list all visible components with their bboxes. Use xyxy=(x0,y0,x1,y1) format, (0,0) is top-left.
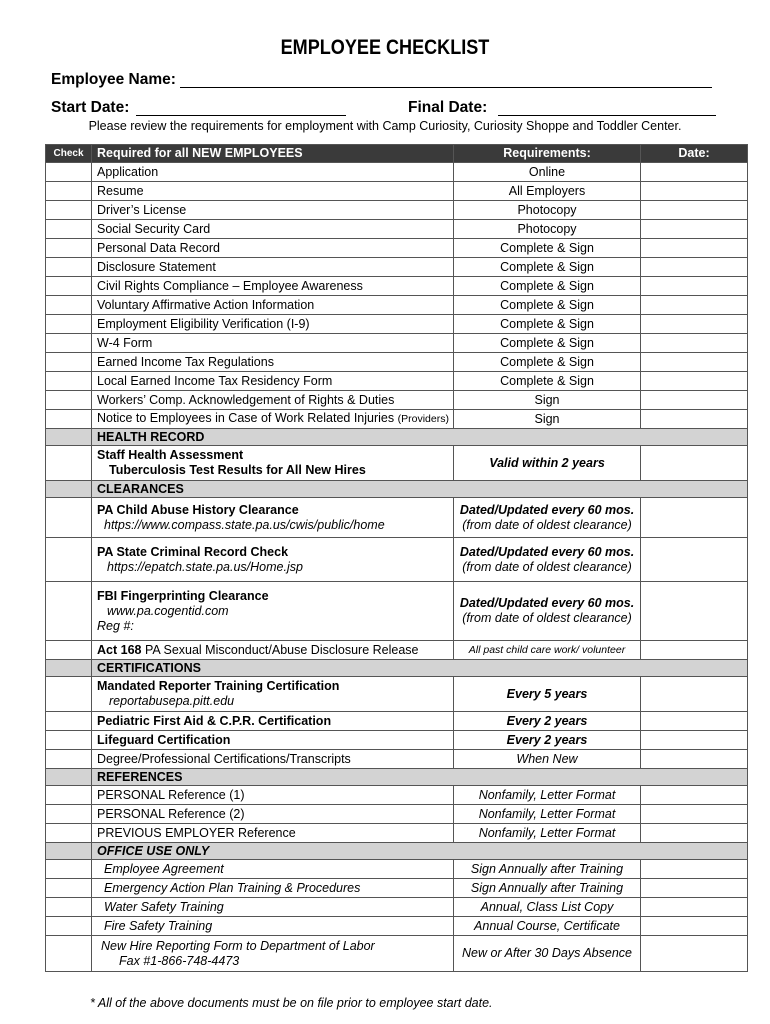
item-url: reportabusepa.pitt.edu xyxy=(109,694,235,708)
check-cell[interactable] xyxy=(46,498,92,538)
date-cell[interactable] xyxy=(641,786,748,805)
item-label: Voluntary Affirmative Action Information xyxy=(97,297,315,312)
check-cell[interactable] xyxy=(46,769,92,786)
item-cell xyxy=(92,936,454,972)
item-title: PA Sexual Misconduct/Abuse Disclosure Release xyxy=(141,642,419,657)
table-row xyxy=(46,582,748,641)
check-cell[interactable] xyxy=(46,898,92,917)
intro-text: Please review the requirements for employment with Camp Curiosity, Curiosity Shoppe and Toddler Center. xyxy=(88,119,682,133)
date-cell[interactable] xyxy=(641,201,748,220)
item-cell xyxy=(92,334,454,353)
item-cell xyxy=(92,315,454,334)
date-cell[interactable] xyxy=(641,239,748,258)
check-cell[interactable] xyxy=(46,786,92,805)
table-row xyxy=(46,750,748,769)
requirement-cell: Nonfamily, Letter Format xyxy=(454,824,641,843)
table-row xyxy=(46,712,748,731)
item-title: PA Child Abuse History Clearance xyxy=(97,502,299,517)
requirement-cell: Annual, Class List Copy xyxy=(454,898,641,917)
table-row xyxy=(46,315,748,334)
item-cell xyxy=(92,182,454,201)
section-office-use xyxy=(46,843,748,860)
item-subtitle: Fax #1-866-748-4473 xyxy=(119,953,240,968)
check-cell[interactable] xyxy=(46,660,92,677)
item-label: Local Earned Income Tax Residency Form xyxy=(97,373,333,388)
requirement-cell: New or After 30 Days Absence xyxy=(454,936,641,972)
check-cell[interactable] xyxy=(46,731,92,750)
section-title: CLEARANCES xyxy=(92,481,748,498)
section-clearances xyxy=(46,481,748,498)
item-cell xyxy=(92,163,454,182)
item-label: Notice to Employees in Case of Work Related Injuries xyxy=(97,411,395,425)
requirement-cell: Complete & Sign xyxy=(454,315,641,334)
date-cell[interactable] xyxy=(641,677,748,712)
section-certifications xyxy=(46,660,748,677)
header-date: Date: xyxy=(641,145,748,163)
item-label: Resume xyxy=(97,183,144,198)
check-cell[interactable] xyxy=(46,824,92,843)
table-row xyxy=(46,182,748,201)
check-cell[interactable] xyxy=(46,936,92,972)
table-row xyxy=(46,391,748,410)
requirement-cell: Every 2 years xyxy=(454,731,641,750)
reg-number-label: Reg #: xyxy=(97,618,134,633)
section-health-record xyxy=(46,429,748,446)
date-cell[interactable] xyxy=(641,824,748,843)
check-cell[interactable] xyxy=(46,446,92,481)
table-row xyxy=(46,786,748,805)
requirement-line1: Dated/Updated every 60 mos. xyxy=(459,596,635,610)
requirement-cell: Nonfamily, Letter Format xyxy=(454,786,641,805)
checklist-table xyxy=(45,144,748,972)
check-cell[interactable] xyxy=(46,239,92,258)
table-row xyxy=(46,410,748,429)
item-cell xyxy=(92,898,454,917)
start-date-field[interactable] xyxy=(136,115,346,116)
item-cell xyxy=(92,677,454,712)
item-subtitle: Tuberculosis Test Results for All New Hires xyxy=(109,463,366,477)
item-cell: Degree/Professional Certifications/Transcripts xyxy=(92,750,454,769)
header-requirements: Requirements: xyxy=(454,145,641,163)
check-cell[interactable] xyxy=(46,843,92,860)
date-cell[interactable] xyxy=(641,917,748,936)
date-cell[interactable] xyxy=(641,712,748,731)
check-cell[interactable] xyxy=(46,182,92,201)
date-cell[interactable] xyxy=(641,446,748,481)
item-cell xyxy=(92,860,454,879)
date-cell[interactable] xyxy=(641,353,748,372)
section-title: OFFICE USE ONLY xyxy=(92,843,748,860)
table-row xyxy=(46,824,748,843)
requirement-cell: Sign Annually after Training xyxy=(454,860,641,879)
item-cell xyxy=(92,805,454,824)
checklist-body xyxy=(46,163,748,972)
item-cell xyxy=(92,372,454,391)
requirement-cell: Complete & Sign xyxy=(454,372,641,391)
table-row xyxy=(46,372,748,391)
check-cell[interactable] xyxy=(46,410,92,429)
date-cell[interactable] xyxy=(641,372,748,391)
requirement-cell: Complete & Sign xyxy=(454,258,641,277)
check-cell[interactable] xyxy=(46,805,92,824)
requirement-cell: Valid within 2 years xyxy=(454,446,641,481)
table-row xyxy=(46,498,748,538)
requirement-cell: Photocopy xyxy=(454,220,641,239)
date-cell[interactable] xyxy=(641,898,748,917)
item-cell xyxy=(92,917,454,936)
item-title: New Hire Reporting Form to Department of Labor xyxy=(101,938,375,953)
requirement-cell: Every 5 years xyxy=(454,677,641,712)
section-references xyxy=(46,769,748,786)
item-cell xyxy=(92,498,454,538)
requirement-cell: Online xyxy=(454,163,641,182)
item-cell xyxy=(92,296,454,315)
item-label: Employee Agreement xyxy=(104,861,224,876)
table-row xyxy=(46,879,748,898)
requirement-cell: Complete & Sign xyxy=(454,296,641,315)
requirement-line2: (from date of oldest clearance) xyxy=(462,559,632,574)
header-required: Required for all NEW EMPLOYEES xyxy=(92,145,454,163)
check-cell[interactable] xyxy=(46,860,92,879)
item-cell: Pediatric First Aid & C.P.R. Certification xyxy=(92,712,454,731)
check-cell[interactable] xyxy=(46,334,92,353)
date-cell[interactable] xyxy=(641,750,748,769)
item-label: Disclosure Statement xyxy=(97,259,216,274)
table-row xyxy=(46,334,748,353)
check-cell[interactable] xyxy=(46,582,92,641)
date-cell[interactable] xyxy=(641,258,748,277)
date-cell[interactable] xyxy=(641,538,748,582)
table-row xyxy=(46,731,748,750)
check-cell[interactable] xyxy=(46,258,92,277)
requirement-cell: Complete & Sign xyxy=(454,239,641,258)
check-cell[interactable] xyxy=(46,315,92,334)
item-cell xyxy=(92,786,454,805)
date-cell[interactable] xyxy=(641,731,748,750)
requirement-cell: Photocopy xyxy=(454,201,641,220)
requirement-cell: Complete & Sign xyxy=(454,353,641,372)
check-cell[interactable] xyxy=(46,677,92,712)
item-title: FBI Fingerprinting Clearance xyxy=(97,588,269,603)
date-cell[interactable] xyxy=(641,277,748,296)
requirement-cell xyxy=(454,582,641,641)
check-cell[interactable] xyxy=(46,277,92,296)
requirement-cell: Sign xyxy=(454,391,641,410)
header-check: Check xyxy=(46,145,92,163)
table-header-row xyxy=(46,145,748,163)
requirement-cell xyxy=(454,538,641,582)
employee-name-field[interactable] xyxy=(180,87,712,88)
table-row xyxy=(46,898,748,917)
requirement-cell: Annual Course, Certificate xyxy=(454,917,641,936)
section-title: HEALTH RECORD xyxy=(92,429,748,446)
requirement-cell: All past child care work/ volunteer xyxy=(454,641,641,660)
item-cell xyxy=(92,277,454,296)
table-row xyxy=(46,641,748,660)
item-label: Application xyxy=(97,164,159,179)
item-label: PERSONAL Reference (1) xyxy=(97,787,245,802)
check-cell[interactable] xyxy=(46,538,92,582)
footnote: * All of the above documents must be on file prior to employee start date. xyxy=(90,996,493,1010)
final-date-field[interactable] xyxy=(498,115,716,116)
item-cell xyxy=(92,239,454,258)
item-cell: Lifeguard Certification xyxy=(92,731,454,750)
check-cell[interactable] xyxy=(46,481,92,498)
item-cell xyxy=(92,353,454,372)
item-cell xyxy=(92,258,454,277)
date-cell[interactable] xyxy=(641,410,748,429)
check-cell[interactable] xyxy=(46,641,92,660)
date-cell[interactable] xyxy=(641,334,748,353)
item-url: https://epatch.state.pa.us/Home.jsp xyxy=(107,559,303,574)
table-row xyxy=(46,805,748,824)
requirement-line2: (from date of oldest clearance) xyxy=(462,611,632,625)
table-row xyxy=(46,353,748,372)
item-label: PERSONAL Reference (2) xyxy=(97,806,245,821)
item-label: Fire Safety Training xyxy=(104,918,213,933)
item-cell xyxy=(92,220,454,239)
item-cell xyxy=(92,824,454,843)
date-cell[interactable] xyxy=(641,391,748,410)
item-label: Personal Data Record xyxy=(97,240,220,255)
table-row xyxy=(46,538,748,582)
check-cell[interactable] xyxy=(46,750,92,769)
item-title-bold: Act 168 xyxy=(97,642,142,657)
item-cell xyxy=(92,391,454,410)
item-url: www.pa.cogentid.com xyxy=(107,603,229,618)
requirement-cell: Nonfamily, Letter Format xyxy=(454,805,641,824)
item-cell xyxy=(92,582,454,641)
requirement-cell: Sign Annually after Training xyxy=(454,879,641,898)
date-cell[interactable] xyxy=(641,220,748,239)
item-label: Employment Eligibility Verification (I-9) xyxy=(97,316,310,331)
check-cell[interactable] xyxy=(46,917,92,936)
table-row xyxy=(46,936,748,972)
table-row xyxy=(46,277,748,296)
check-cell[interactable] xyxy=(46,201,92,220)
table-row xyxy=(46,446,748,481)
final-date-label: Final Date: xyxy=(408,99,488,116)
date-cell[interactable] xyxy=(641,182,748,201)
check-cell[interactable] xyxy=(46,220,92,239)
table-row xyxy=(46,220,748,239)
item-label: Water Safety Training xyxy=(104,899,224,914)
item-cell xyxy=(92,879,454,898)
item-title: Mandated Reporter Training Certification xyxy=(97,679,340,693)
date-cell[interactable] xyxy=(641,641,748,660)
requirement-line1: Dated/Updated every 60 mos. xyxy=(459,502,635,517)
table-row xyxy=(46,296,748,315)
date-cell[interactable] xyxy=(641,582,748,641)
item-cell xyxy=(92,446,454,481)
table-row xyxy=(46,258,748,277)
table-row xyxy=(46,917,748,936)
check-cell[interactable] xyxy=(46,879,92,898)
date-cell[interactable] xyxy=(641,879,748,898)
item-label: Driver’s License xyxy=(97,202,187,217)
start-date-label: Start Date: xyxy=(51,99,130,116)
check-cell[interactable] xyxy=(46,391,92,410)
table-row xyxy=(46,201,748,220)
item-cell xyxy=(92,201,454,220)
item-url: https://www.compass.state.pa.us/cwis/public/home xyxy=(104,517,385,532)
check-cell[interactable] xyxy=(46,712,92,731)
item-title: Staff Health Assessment xyxy=(97,448,244,462)
check-cell[interactable] xyxy=(46,429,92,446)
item-cell xyxy=(92,641,454,660)
date-cell[interactable] xyxy=(641,936,748,972)
check-cell[interactable] xyxy=(46,163,92,182)
requirement-cell: Sign xyxy=(454,410,641,429)
requirement-cell: Complete & Sign xyxy=(454,277,641,296)
item-label: Civil Rights Compliance – Employee Awareness xyxy=(97,278,363,293)
item-label: PREVIOUS EMPLOYER Reference xyxy=(97,825,296,840)
section-title: CERTIFICATIONS xyxy=(92,660,748,677)
item-label: Earned Income Tax Regulations xyxy=(97,354,274,369)
table-row xyxy=(46,860,748,879)
requirement-line2: (from date of oldest clearance) xyxy=(462,517,632,532)
requirement-line1: Dated/Updated every 60 mos. xyxy=(459,544,635,559)
date-cell[interactable] xyxy=(641,315,748,334)
table-row xyxy=(46,677,748,712)
item-label: Social Security Card xyxy=(97,221,211,236)
item-cell xyxy=(92,410,454,429)
date-cell[interactable] xyxy=(641,805,748,824)
requirement-cell: Complete & Sign xyxy=(454,334,641,353)
page-title: EMPLOYEE CHECKLIST xyxy=(280,36,490,59)
item-label: Emergency Action Plan Training & Procedures xyxy=(104,880,361,895)
check-cell[interactable] xyxy=(46,296,92,315)
check-cell[interactable] xyxy=(46,353,92,372)
section-title: REFERENCES xyxy=(92,769,748,786)
item-title: PA State Criminal Record Check xyxy=(97,544,289,559)
table-row xyxy=(46,163,748,182)
date-cell[interactable] xyxy=(641,498,748,538)
requirement-cell: Every 2 years xyxy=(454,712,641,731)
date-cell[interactable] xyxy=(641,296,748,315)
item-label: W-4 Form xyxy=(97,335,153,350)
item-cell xyxy=(92,538,454,582)
requirement-cell: When New xyxy=(454,750,641,769)
date-cell[interactable] xyxy=(641,860,748,879)
requirement-cell xyxy=(454,498,641,538)
requirement-cell: All Employers xyxy=(454,182,641,201)
check-cell[interactable] xyxy=(46,372,92,391)
table-row xyxy=(46,239,748,258)
item-label: Workers’ Comp. Acknowledgement of Rights & Duties xyxy=(97,392,395,407)
employee-name-label: Employee Name: xyxy=(51,71,176,88)
item-note: (Providers) xyxy=(397,413,449,425)
date-cell[interactable] xyxy=(641,163,748,182)
